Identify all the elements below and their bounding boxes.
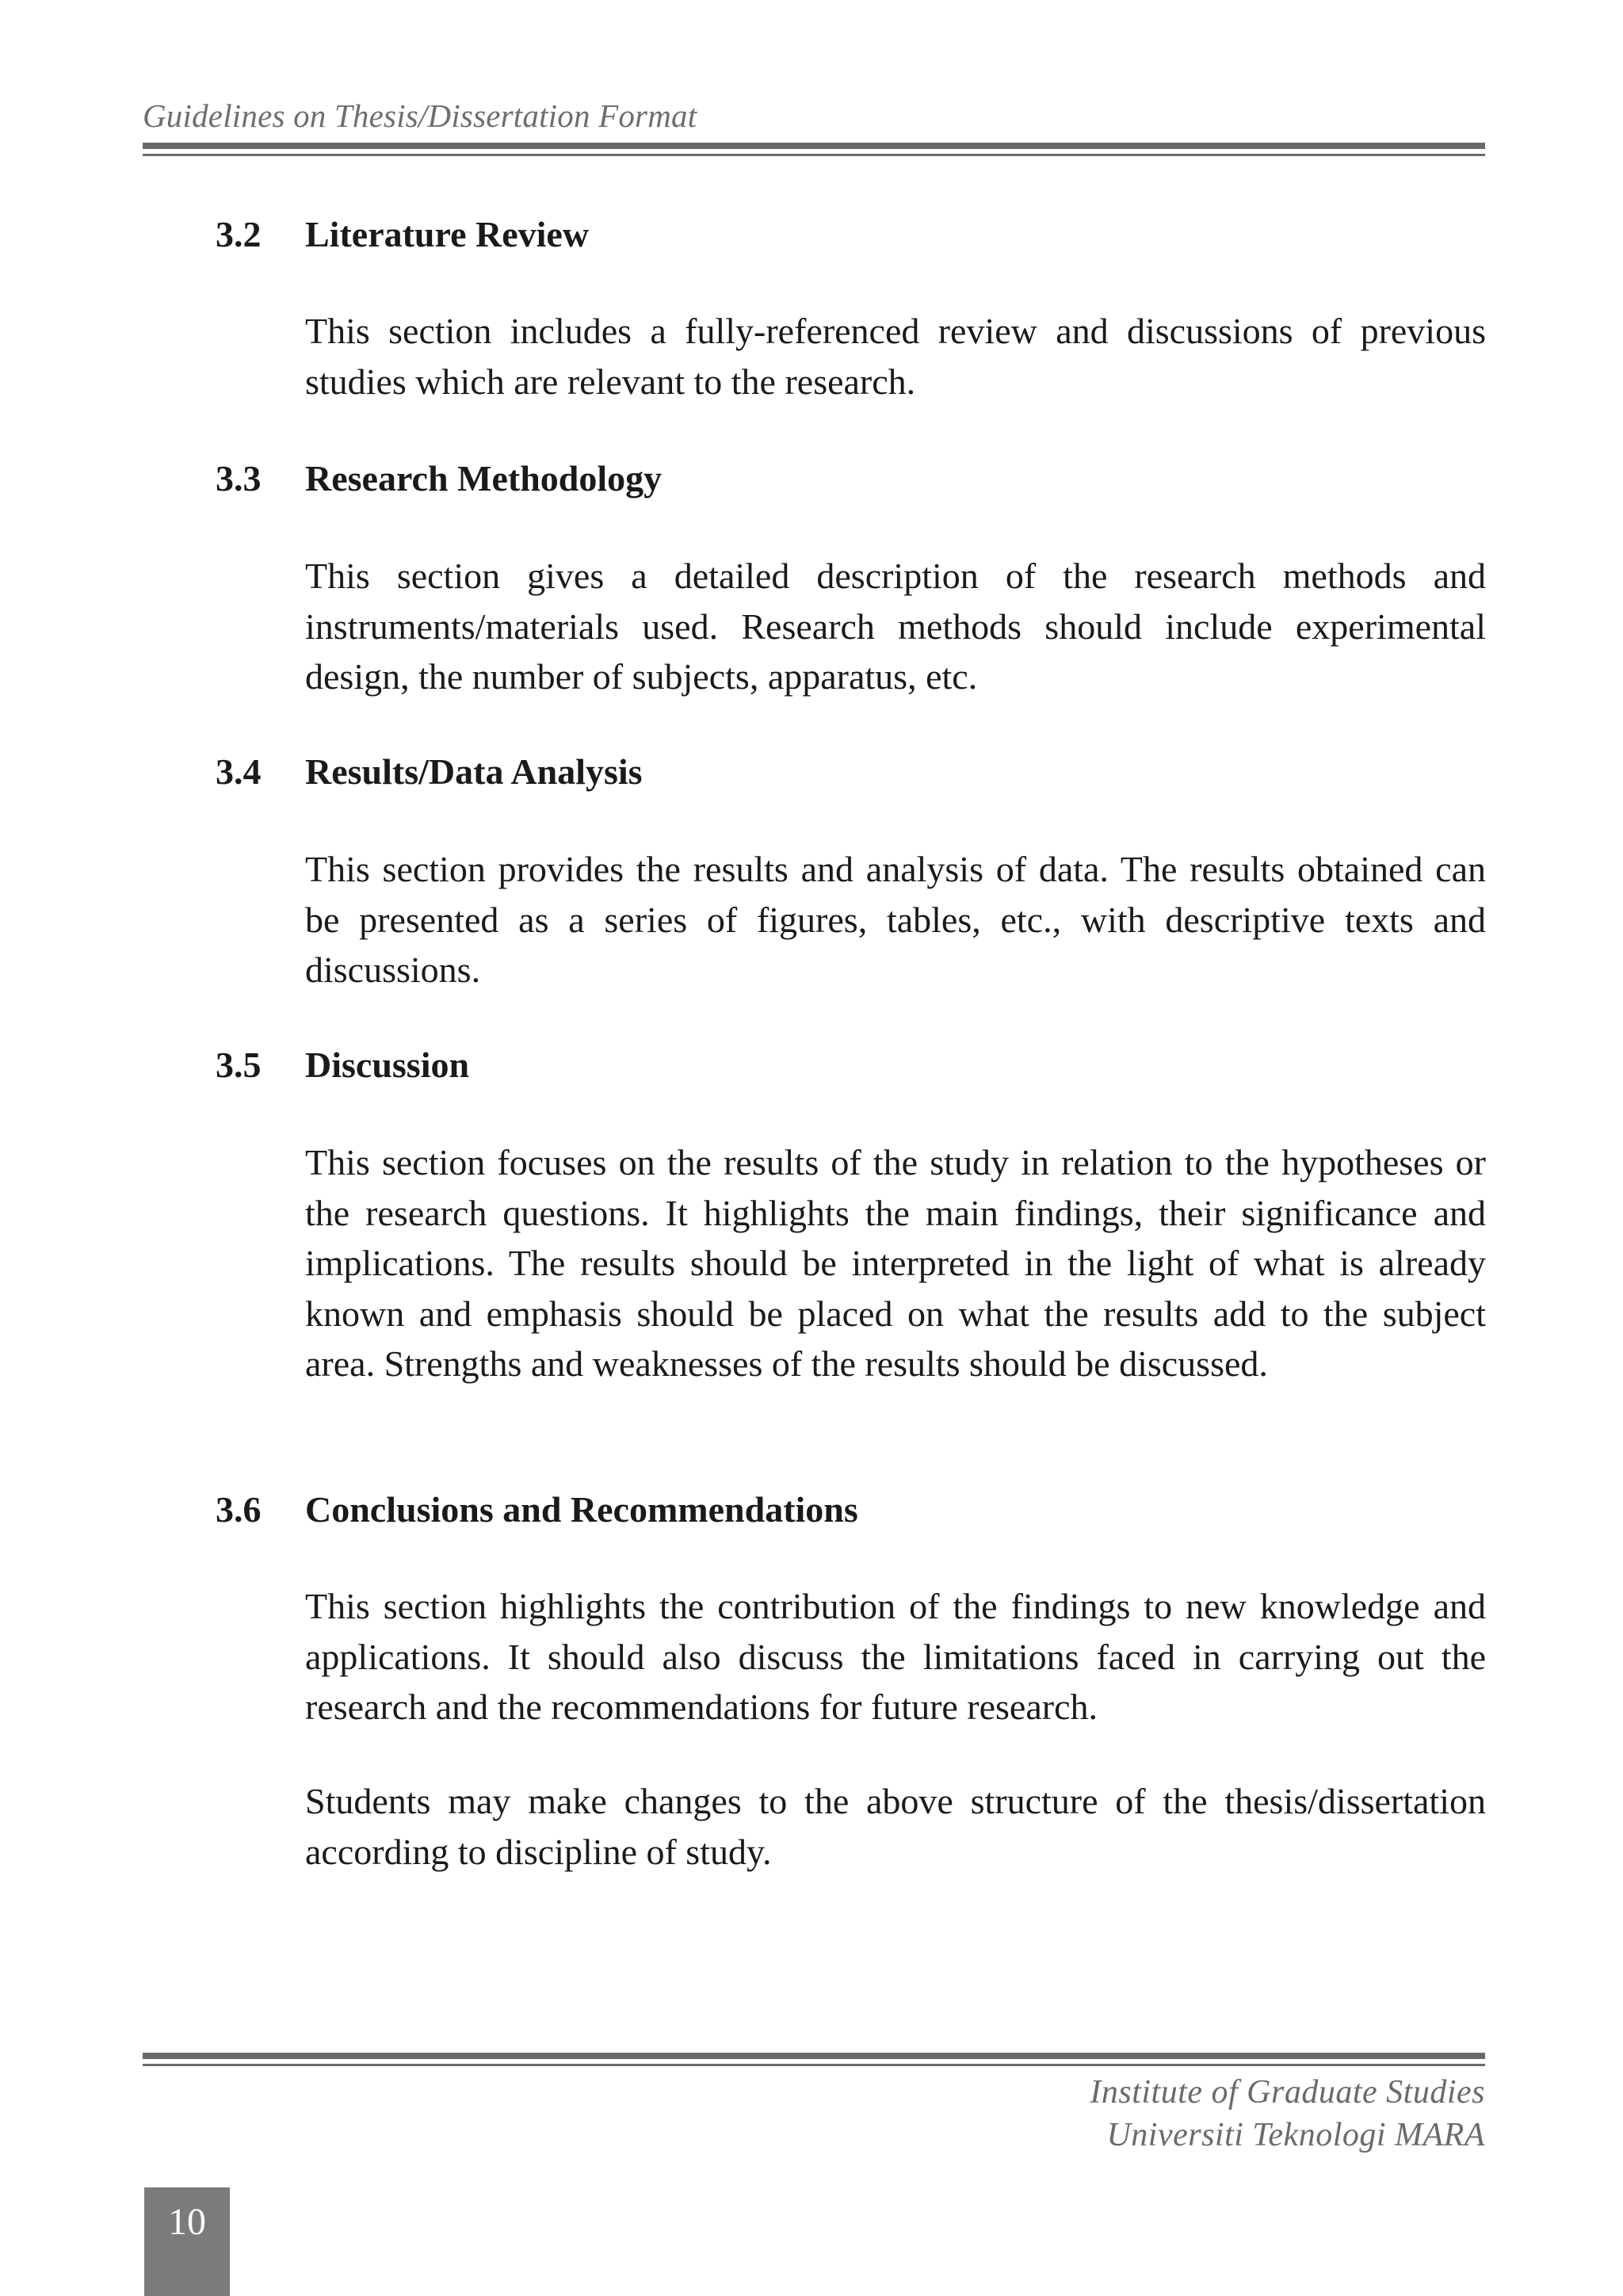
footer-rule-thick	[143, 2053, 1485, 2059]
section-heading-3-3	[216, 457, 662, 501]
section-heading-3-6	[216, 1488, 858, 1532]
running-header: Guidelines on Thesis/Dissertation Format	[143, 97, 697, 134]
section-heading-3-2	[216, 212, 589, 257]
section-number: 3.5	[216, 1045, 262, 1085]
section-heading-3-5	[216, 1043, 469, 1087]
section-title: Discussion	[305, 1045, 470, 1085]
footer-rule	[143, 2053, 1485, 2066]
section-title: Research Methodology	[305, 458, 663, 499]
section-paragraph-3-5: This section focuses on the results of the study in relation to the hypotheses or the research questions. It highlights the main findings, their significance and implications. The results should be interpreted in the light of what is already known and emphasis should be placed on what the results add to the subject area. Strengths and weaknesses of the results should be discussed.	[305, 1142, 1486, 1384]
section-paragraph-3-6: This section highlights the contribution of the findings to new knowledge and applications. It should also discuss the limitations faced in carrying out the research and the recommendations for future research.	[305, 1586, 1486, 1727]
header-rule	[143, 143, 1485, 156]
section-number: 3.6	[216, 1489, 262, 1530]
footer-institution	[1090, 2071, 1485, 2157]
footer-rule-thin	[143, 2064, 1485, 2066]
section-title: Conclusions and Recommendations	[305, 1489, 858, 1530]
section-number: 3.4	[216, 751, 262, 792]
section-paragraph-3-3: This section gives a detailed description of the research methods and instruments/materials used. Research methods should include experimental design, the number of subjects, apparatus, etc.	[305, 556, 1486, 697]
header-rule-thin	[143, 154, 1485, 156]
section-title: Results/Data Analysis	[305, 751, 643, 792]
footer-line-institute: Institute of Graduate Studies	[1090, 2074, 1485, 2111]
closing-paragraph: Students may make changes to the above structure of the thesis/dissertation according to discipline of study.	[305, 1781, 1486, 1872]
header-rule-thick	[143, 143, 1485, 149]
section-number: 3.3	[216, 458, 262, 499]
page-number: 10	[168, 2201, 206, 2243]
section-number: 3.2	[216, 214, 262, 254]
section-heading-3-4	[216, 750, 643, 794]
section-paragraph-3-4: This section provides the results and analysis of data. The results obtained can be presented as a series of figures, tables, etc., with descriptive texts and discussions.	[305, 849, 1486, 990]
section-paragraph-3-2: This section includes a fully-referenced review and discussions of previous studies which are relevant to the research.	[305, 311, 1486, 402]
footer-line-university: Universiti Teknologi MARA	[1106, 2117, 1485, 2153]
page-number-box	[144, 2187, 230, 2296]
section-title: Literature Review	[305, 214, 590, 254]
